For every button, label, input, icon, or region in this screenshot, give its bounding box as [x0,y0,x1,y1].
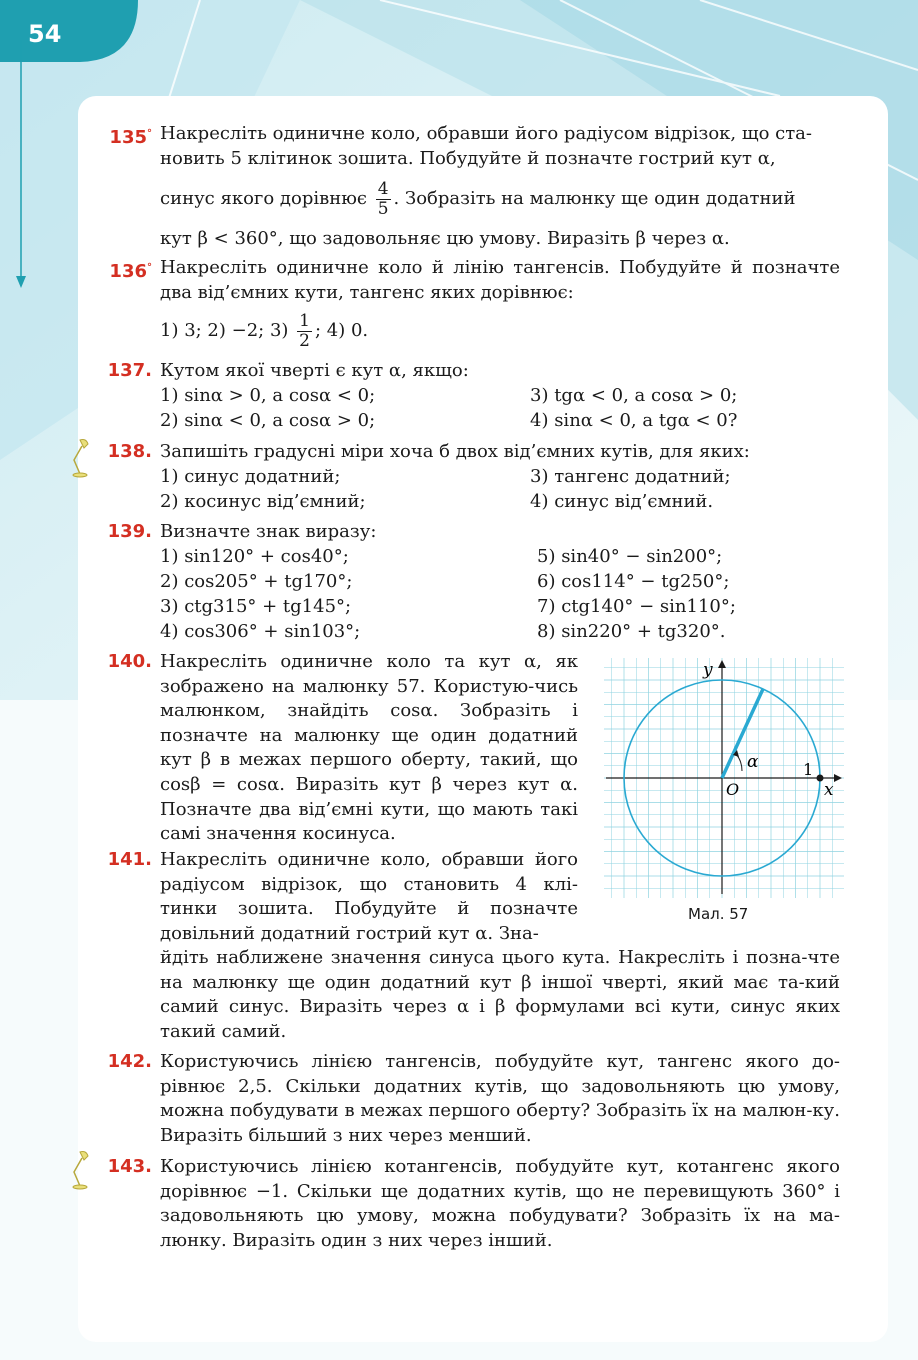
list-item: 1) sinα > 0, а cosα < 0; [160,385,376,406]
list-item: 5) sin40° − sin200°; [537,546,723,567]
y-axis-label: y [703,660,713,680]
list-item: 6) cos114° − tg250°; [537,571,730,592]
exercise-number: 140. [107,651,152,672]
unit-circle-figure [604,658,844,898]
list-item: 1) sin120° + cos40°; [160,546,349,567]
exercise-number: 136° [109,261,152,282]
list-item: 4) cos306° + sin103°; [160,621,361,642]
point-one [817,775,824,782]
exercise-text-line: синус якого дорівнює $\frac{4}{5}$ . Зобразіть на малюнку ще один додатний [160,178,796,219]
exercise-number: 143. [107,1156,152,1177]
exercise-text: Користуючись лінією тангенсів, побудуйте кут, тангенс якого до-рівнює 2,5. Скільки додатних кутів, що задовольняють цю умову, можна побудувати в межах першого оберту? Зобразіть їх на малюн-ку. Виразіть більший з них через менший. [160,1051,840,1146]
list-item: 3) tgα < 0, а cosα > 0; [530,385,738,406]
exercise-number: 135° [109,127,152,148]
lamp-icon [66,436,92,478]
exercise-text-line: Накресліть одиничне коло, обравши його радіусом відрізок, що ста- [160,123,812,144]
list-item: 8) sin220° + tg320°. [537,621,726,642]
exercise-text: Визначте знак виразу: [160,521,377,542]
one-label: 1 [803,760,814,779]
exercise-number: 139. [107,521,152,542]
exercise-text: Користуючись лінією котангенсів, побудуйте кут, котангенс якого дорівнює −1. Скільки ще додатних кутів, що не перевищують 360° і задовольняють цю умову, можна побудувати? Зобразіть їх на ма-люнку. Виразіть один з них через інший. [160,1156,840,1251]
exercise-text: йдіть наближене значення синуса цього кута. Накресліть і позна-чте на малюнку ще один додатний кут β іншої чверті, який має та-кий самий синус. Виразіть через α і β формулами всі кути, синус яких такий самий. [160,947,840,1042]
exercise-text: Накресліть одиничне коло та кут α, як зображено на малюнку 57. Користую-чись малюнком, знайдіть cosα. Зобразіть і позначте на малюнку ще один додатний кут β в межах першого оберту, такий, що cosβ = cosα. Виразіть кут β через кут α. Позначте два від’ємні кути, що мають такі самі значення косинуса. [160,651,578,845]
origin-label: O [726,780,740,799]
list-item: 2) sinα < 0, а cosα > 0; [160,410,376,431]
list-item: 2) косинус від’ємний; [160,491,366,512]
list-item: 1) синус додатний; [160,466,341,487]
exercise-number: 142. [107,1051,152,1072]
x-axis-label: x [824,780,834,800]
exercise-number: 141. [107,849,152,870]
fraction: $\frac{1}{2}$ [299,310,310,351]
exercise-text: Кутом якої чверті є кут α, якщо: [160,360,469,381]
exercise-text-line: кут β < 360°, що задовольняє цю умову. Виразіть β через α. [160,228,730,249]
exercise-text: Накресліть одиничне коло, обравши його радіусом відрізок, що становить 4 клі-тинки зошита. Побудуйте й позначте довільний додатний гострий кут α. Зна- [160,849,578,944]
down-arrow-icon [12,40,32,292]
exercise-text: Запишіть градусні міри хоча б двох від’ємних кутів, для яких: [160,441,750,462]
angle-arc [736,754,742,771]
exercise-number: 138. [107,441,152,462]
angle-label: α [747,752,759,772]
exercise-options: 1) 3; 2) −2; 3) $\frac{1}{2}$ ; 4) 0. [160,310,369,351]
x-axis-arrow [834,774,842,782]
list-item: 3) ctg315° + tg145°; [160,596,352,617]
fraction: $\frac{4}{5}$ [377,178,389,219]
exercise-number: 137. [107,360,152,381]
list-item: 4) синус від’ємний. [530,491,714,512]
list-item: 4) sinα < 0, а tgα < 0? [530,410,738,431]
list-item: 7) ctg140° − sin110°; [537,596,736,617]
list-item: 3) тангенс додатний; [530,466,731,487]
list-item: 2) cos205° + tg170°; [160,571,353,592]
y-axis-arrow [718,660,726,668]
exercise-text: Накресліть одиничне коло й лінію тангенсів. Побудуйте й позначте два від’ємних кути, тангенс яких дорівнює: [160,257,840,303]
page-number: 54 [28,20,62,48]
lamp-icon [66,1148,92,1190]
exercise-text-line: новить 5 клітинок зошита. Побудуйте й позначте гострий кут α, [160,148,776,169]
figure-caption: Мал. 57 [688,905,749,923]
